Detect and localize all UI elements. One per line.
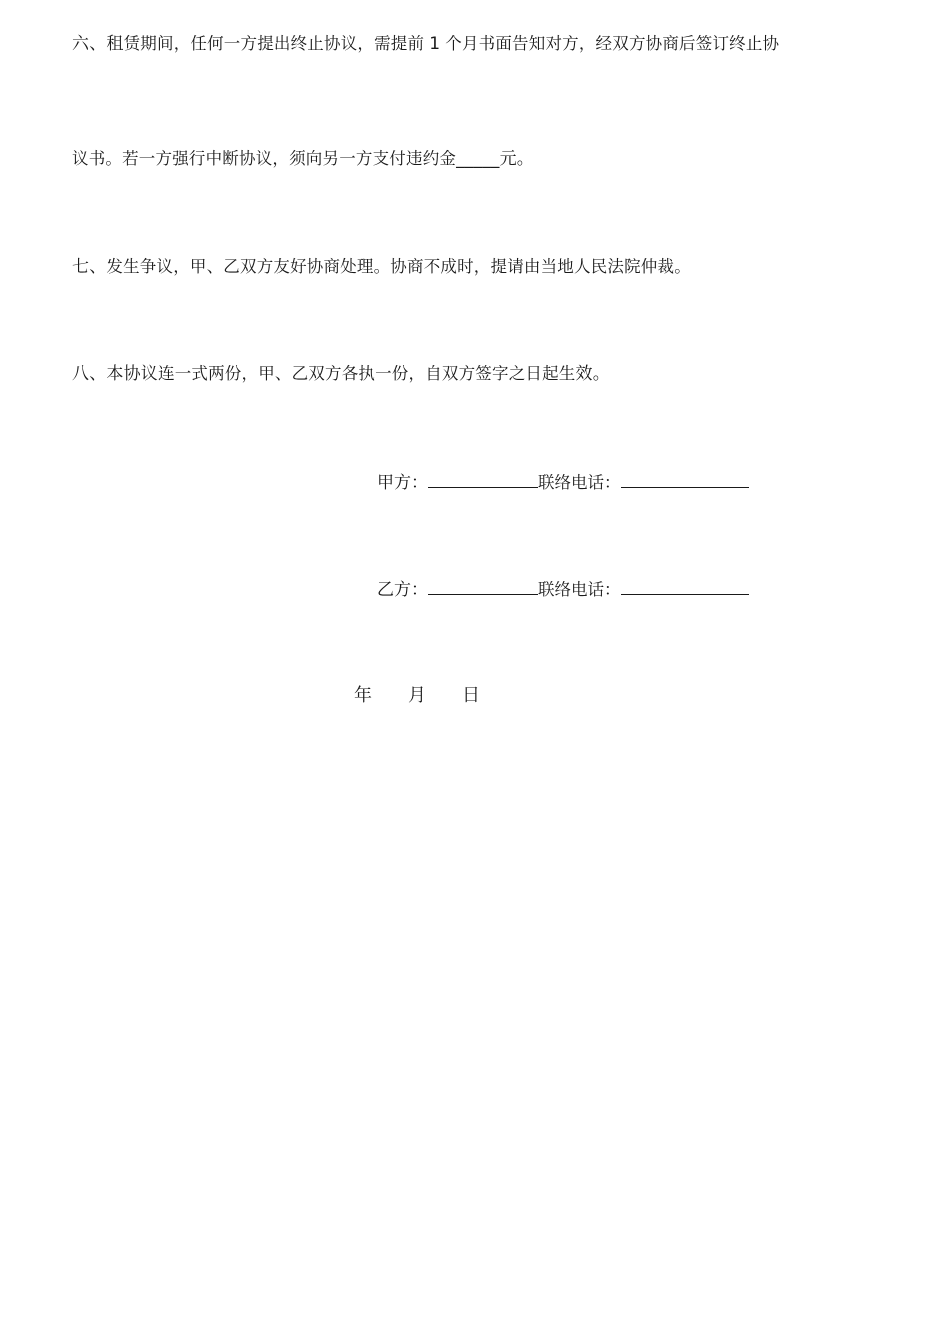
clause-eight-body: 连一式两份，甲、乙双方各执一份，自双方签字之日起生	[158, 364, 576, 383]
clause-seven-body: 发生争议，甲、乙双方友好协商处理。协商不成时，提请由当地人民法院仲裁。	[106, 257, 691, 276]
clause-seven	[72, 255, 691, 279]
clause-six-tail: 元。	[499, 149, 535, 169]
clause-six-line-two	[72, 147, 534, 171]
date-day: 日	[462, 685, 480, 706]
clause-six-body-continued: 个月书面告知对方，经双方协商后签订终止协	[445, 34, 780, 53]
party-b-phone-blank	[621, 576, 749, 595]
party-a-phone-label: 联络电话：	[538, 473, 621, 492]
clause-eight-tail: 效。	[575, 364, 610, 384]
clause-seven-lead: 七、	[72, 257, 107, 277]
clause-six-number: 1	[429, 34, 441, 54]
clause-six-continuation: 议书。若一方强行中断协议，须向另一方支付违约金	[72, 149, 457, 168]
party-a-label: 甲方：	[377, 473, 428, 493]
party-b-phone-label: 联络电话：	[538, 580, 621, 599]
date-line	[354, 684, 480, 708]
clause-six-line-one	[72, 32, 779, 56]
party-a-name-blank	[428, 469, 538, 488]
date-month: 月	[408, 685, 426, 706]
clause-eight	[72, 362, 610, 386]
party-b-name-blank	[428, 576, 538, 595]
clause-six-lead: 六、租	[72, 34, 124, 54]
date-year: 年	[354, 685, 372, 706]
party-b-label: 乙方：	[377, 580, 428, 600]
penalty-blank: _____	[456, 149, 500, 169]
party-b-signature-line	[377, 576, 749, 602]
party-a-phone-blank	[621, 469, 749, 488]
clause-six-body: 赁期间，任何一方提出终止协议，需提前	[123, 34, 425, 53]
party-a-signature-line	[377, 469, 749, 495]
clause-eight-lead: 八、本协议	[72, 364, 158, 384]
